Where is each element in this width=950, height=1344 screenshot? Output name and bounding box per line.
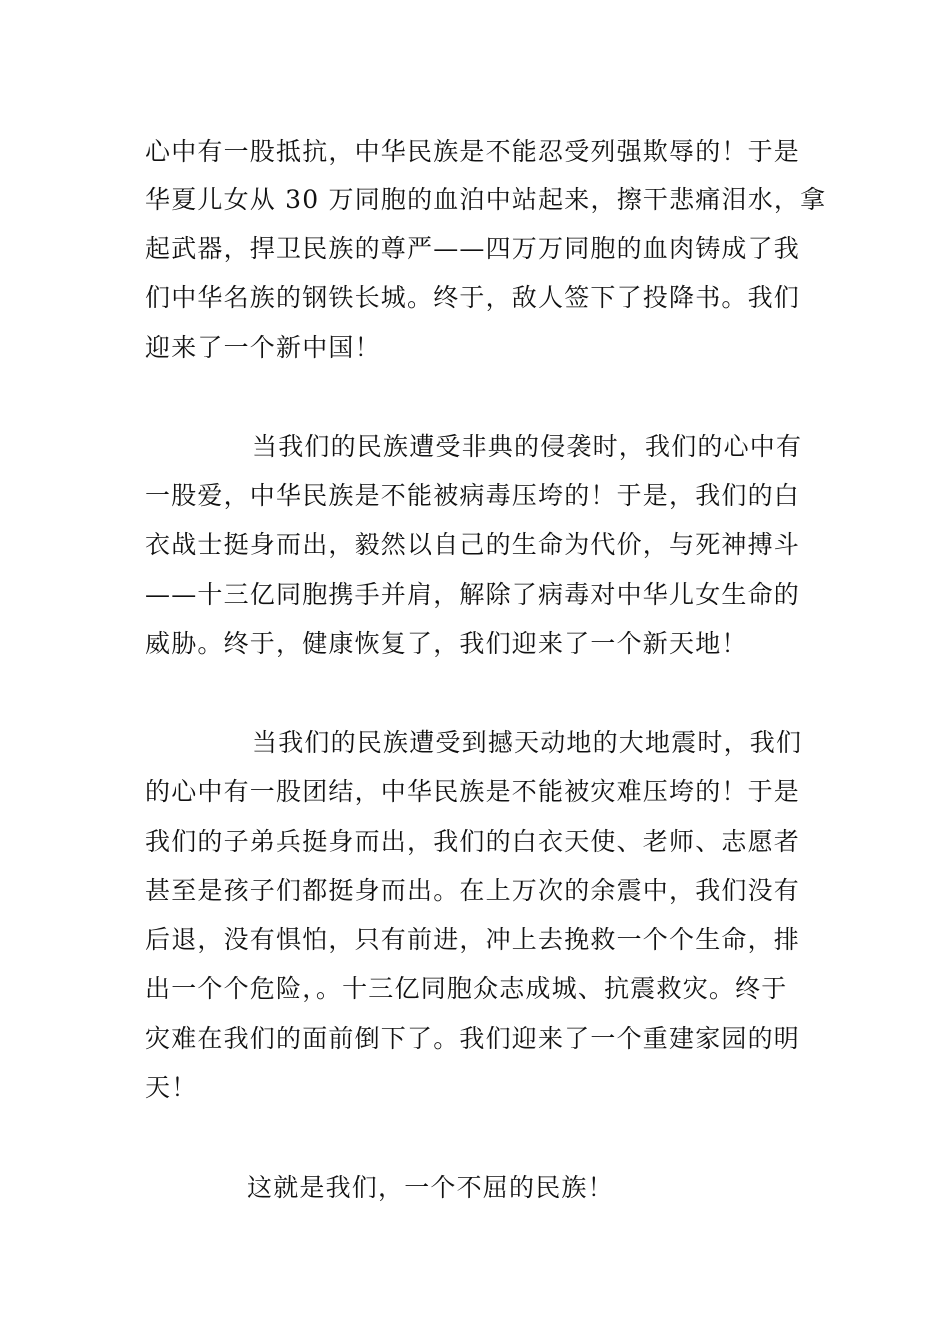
paragraph-3-line-3: 我们的子弟兵挺身而出，我们的白衣天使、老师、志愿者 (145, 827, 801, 856)
paragraph-1-line-4: 们中华名族的钢铁长城。终于，敌人签下了投降书。我们 (145, 283, 801, 312)
paragraph-1-line-1: 心中有一股抵抗，中华民族是不能忍受列强欺辱的！于是 (145, 137, 801, 166)
paragraph-3-line-6: 出一个个危险，。十三亿同胞众志成城、抗震救灾。终于 (145, 974, 788, 1003)
paragraph-2-line-4: ——十三亿同胞携手并肩，解除了病毒对中华儿女生命的 (145, 580, 801, 609)
paragraph-2-line-1: 当我们的民族遭受非典的侵袭时，我们的心中有 (252, 432, 803, 461)
paragraph-3-line-8: 天！ (145, 1073, 198, 1102)
paragraph-3-line-4: 甚至是孩子们都挺身而出。在上万次的余震中，我们没有 (145, 876, 801, 905)
paragraph-1-line-5: 迎来了一个新中国！ (145, 333, 381, 362)
paragraph-3-line-5: 后退，没有惧怕，只有前进，冲上去挽救一个个生命，排 (145, 925, 801, 954)
paragraph-3-line-7: 灾难在我们的面前倒下了。我们迎来了一个重建家园的明 (145, 1024, 801, 1053)
paragraph-3-line-1: 当我们的民族遭受到撼天动地的大地震时，我们 (252, 728, 803, 757)
paragraph-3-line-2: 的心中有一股团结，中华民族是不能被灾难压垮的！于是 (145, 777, 801, 806)
paragraph-4-line-1: 这就是我们，一个不屈的民族！ (247, 1173, 614, 1202)
paragraph-1-line-2: 华夏儿女从 30 万同胞的血泊中站起来，擦干悲痛泪水，拿 (145, 185, 827, 214)
paragraph-2-line-2: 一股爱，中华民族是不能被病毒压垮的！于是，我们的白 (145, 481, 801, 510)
paragraph-2-line-3: 衣战士挺身而出，毅然以自己的生命为代价，与死神搏斗 (145, 530, 801, 559)
paragraph-2-line-5: 威胁。终于，健康恢复了，我们迎来了一个新天地！ (145, 629, 748, 658)
paragraph-1-line-3: 起武器，捍卫民族的尊严——四万万同胞的血肉铸成了我 (145, 234, 801, 263)
